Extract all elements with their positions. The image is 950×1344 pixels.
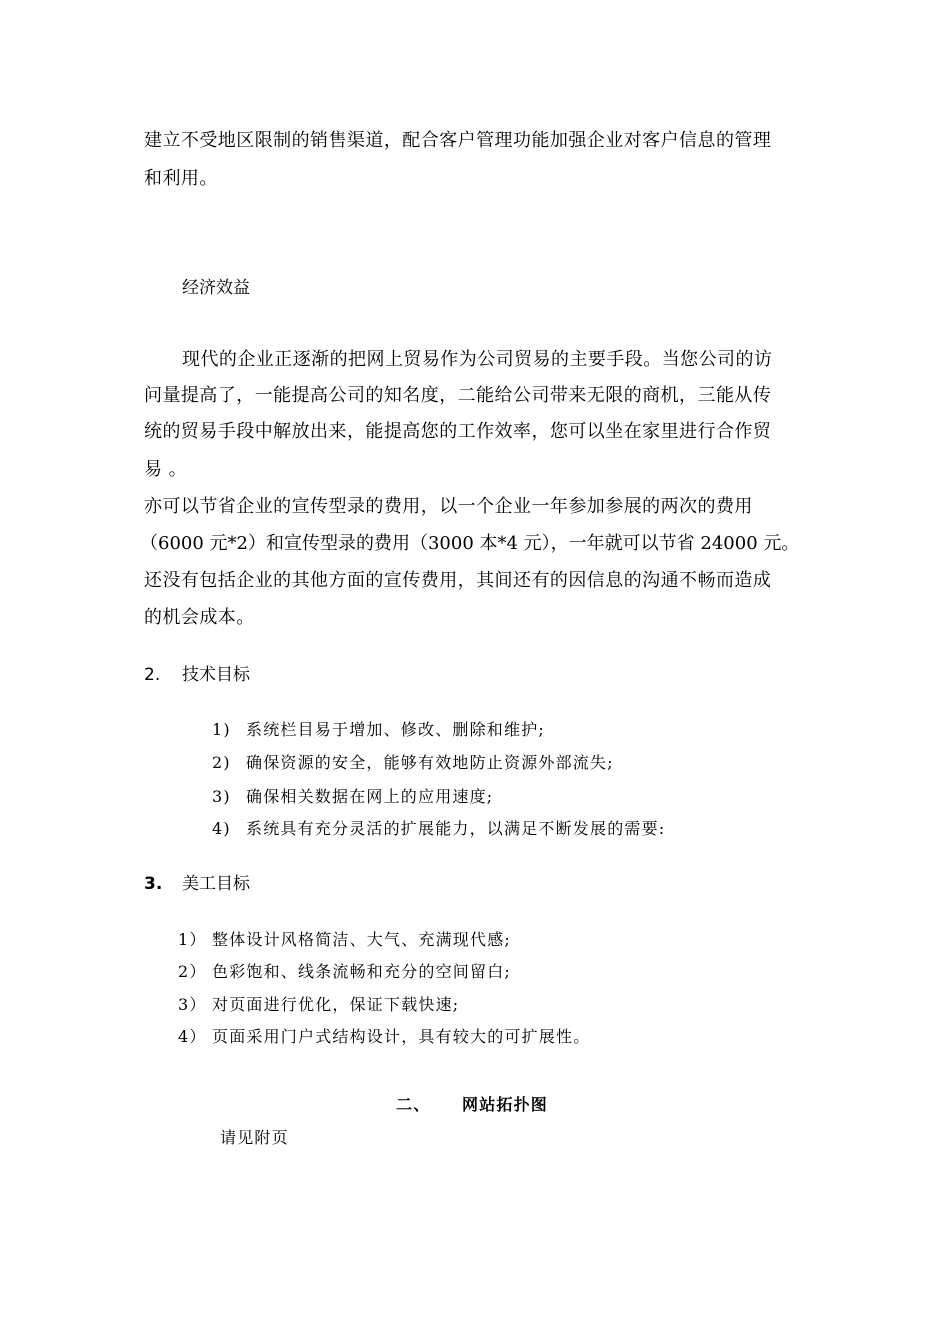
economic-para2-line-1: 亦可以节省企业的宣传型录的费用，以一个企业一年参加参展的两次的费用 (144, 496, 753, 517)
economic-para2-line-3: 还没有包括企业的其他方面的宣传费用，其间还有的因信息的沟通不畅而造成 (144, 570, 772, 591)
art-item-4-num: 4） (178, 1027, 207, 1046)
art-item-4 (178, 1026, 590, 1048)
economic-heading: 经济效益 (182, 278, 250, 298)
economic-para1-line-4: 易 。 (144, 459, 188, 480)
tech-item-4-num: 4) (212, 819, 231, 838)
tech-item-3-num: 3) (212, 787, 231, 806)
section2-note: 请见附页 (220, 1128, 289, 1147)
art-item-4-text: 页面采用门户式结构设计，具有较大的可扩展性。 (212, 1027, 591, 1046)
tech-item-2-num: 2) (212, 753, 231, 772)
art-heading: 美工目标 (182, 874, 250, 894)
economic-para1-line-2: 问量提高了，一能提高公司的知名度，二能给公司带来无限的商机，三能从传 (144, 385, 772, 406)
art-item-3 (178, 994, 459, 1016)
intro-line-1: 建立不受地区限制的销售渠道，配合客户管理功能加强企业对客户信息的管理 (144, 130, 772, 151)
tech-item-1-text: 系统栏目易于增加、修改、删除和维护; (246, 720, 545, 739)
art-item-1-text: 整体设计风格简洁、大气、充满现代感; (212, 930, 511, 949)
tech-heading: 技术目标 (182, 665, 250, 685)
tech-item-1-num: 1) (212, 720, 231, 739)
art-item-2 (178, 961, 511, 983)
tech-item-4-text: 系统具有充分灵活的扩展能力，以满足不断发展的需要: (246, 819, 666, 838)
section2-number: 二、 (396, 1095, 431, 1114)
art-number: 3. (144, 874, 163, 894)
tech-item-2 (212, 752, 614, 774)
art-item-2-num: 2） (178, 962, 207, 981)
art-item-2-text: 色彩饱和、线条流畅和充分的空间留白; (212, 962, 511, 981)
economic-para1-line-3: 统的贸易手段中解放出来，能提高您的工作效率，您可以坐在家里进行合作贸 (144, 421, 772, 442)
tech-item-3 (212, 786, 493, 808)
tech-item-2-text: 确保资源的安全，能够有效地防止资源外部流失; (246, 753, 614, 772)
tech-item-1 (212, 719, 545, 741)
economic-para2-line-2: （6000 元*2）和宣传型录的费用（3000 本*4 元），一年就可以节省 24000 元。 (140, 533, 800, 554)
economic-para1-line-1: 现代的企业正逐渐的把网上贸易作为公司贸易的主要手段。当您公司的访 (182, 349, 773, 370)
art-item-1 (178, 929, 511, 951)
intro-line-2: 和利用。 (144, 168, 218, 189)
economic-para2-line-4: 的机会成本。 (144, 607, 255, 628)
art-item-3-num: 3） (178, 995, 207, 1014)
tech-item-4 (212, 818, 665, 840)
tech-item-3-text: 确保相关数据在网上的应用速度; (246, 787, 494, 806)
tech-number: 2. (144, 665, 161, 685)
art-item-3-text: 对页面进行优化，保证下载快速; (212, 995, 460, 1014)
art-item-1-num: 1） (178, 930, 207, 949)
section2-title: 网站拓扑图 (462, 1095, 549, 1114)
